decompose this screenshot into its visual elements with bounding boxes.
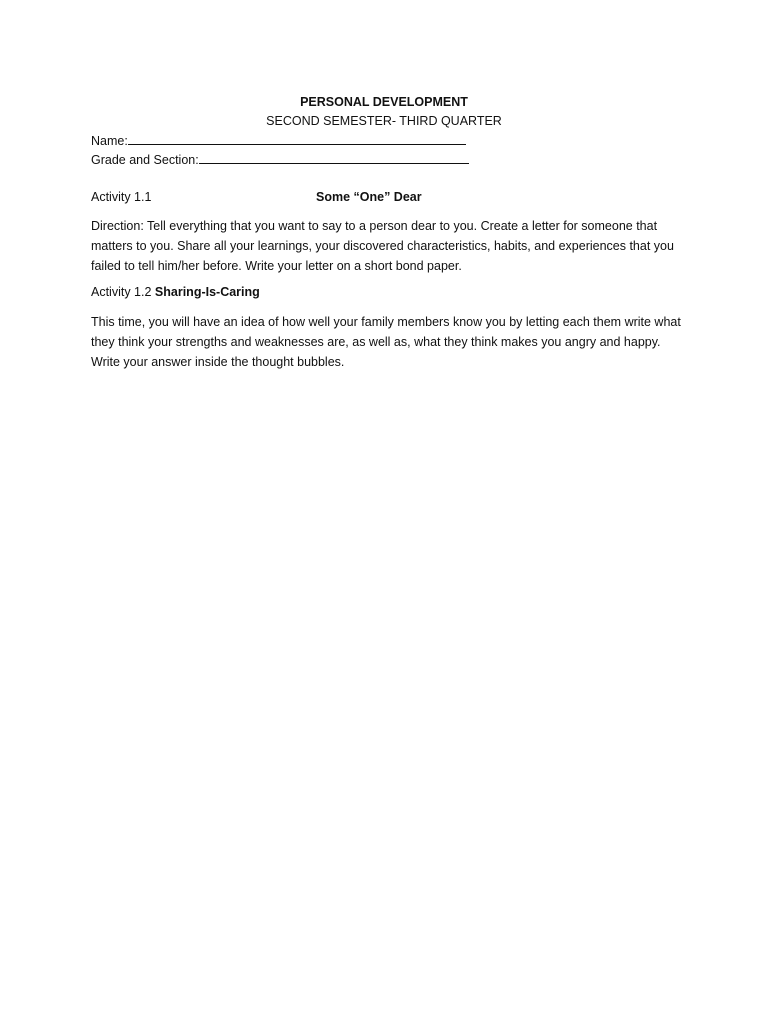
activity-2-instructions: This time, you will have an idea of how well your family members know you by letting each them write what they think your strengths and weaknesses are, as well as, what they think makes you angry and happy. Write your answer inside the thought bubbles. (91, 315, 681, 369)
grade-section-label: Grade and Section: (91, 153, 199, 167)
name-field[interactable] (91, 131, 466, 149)
name-label: Name: (91, 134, 128, 148)
page-subtitle: SECOND SEMESTER- THIRD QUARTER (266, 114, 502, 128)
activity-1-label: Activity 1.1 (91, 190, 152, 204)
activity-1-direction: Direction: Tell everything that you want to say to a person dear to you. Create a letter for someone that matters to you. Share all your learnings, your discovered characteristics, habits, and experiences that you failed to tell him/her before. Write your letter on a short bond paper. (91, 219, 674, 273)
activity-2-heading (91, 284, 260, 300)
activity-2-label: Activity 1.2 (91, 285, 152, 299)
page-title: PERSONAL DEVELOPMENT (300, 95, 468, 109)
grade-section-field[interactable] (91, 150, 469, 168)
activity-2-title: Sharing-Is-Caring (154, 285, 260, 299)
activity-1-title: Some “One” Dear (316, 190, 422, 204)
grade-section-blank[interactable] (199, 150, 469, 164)
name-blank[interactable] (128, 131, 466, 145)
